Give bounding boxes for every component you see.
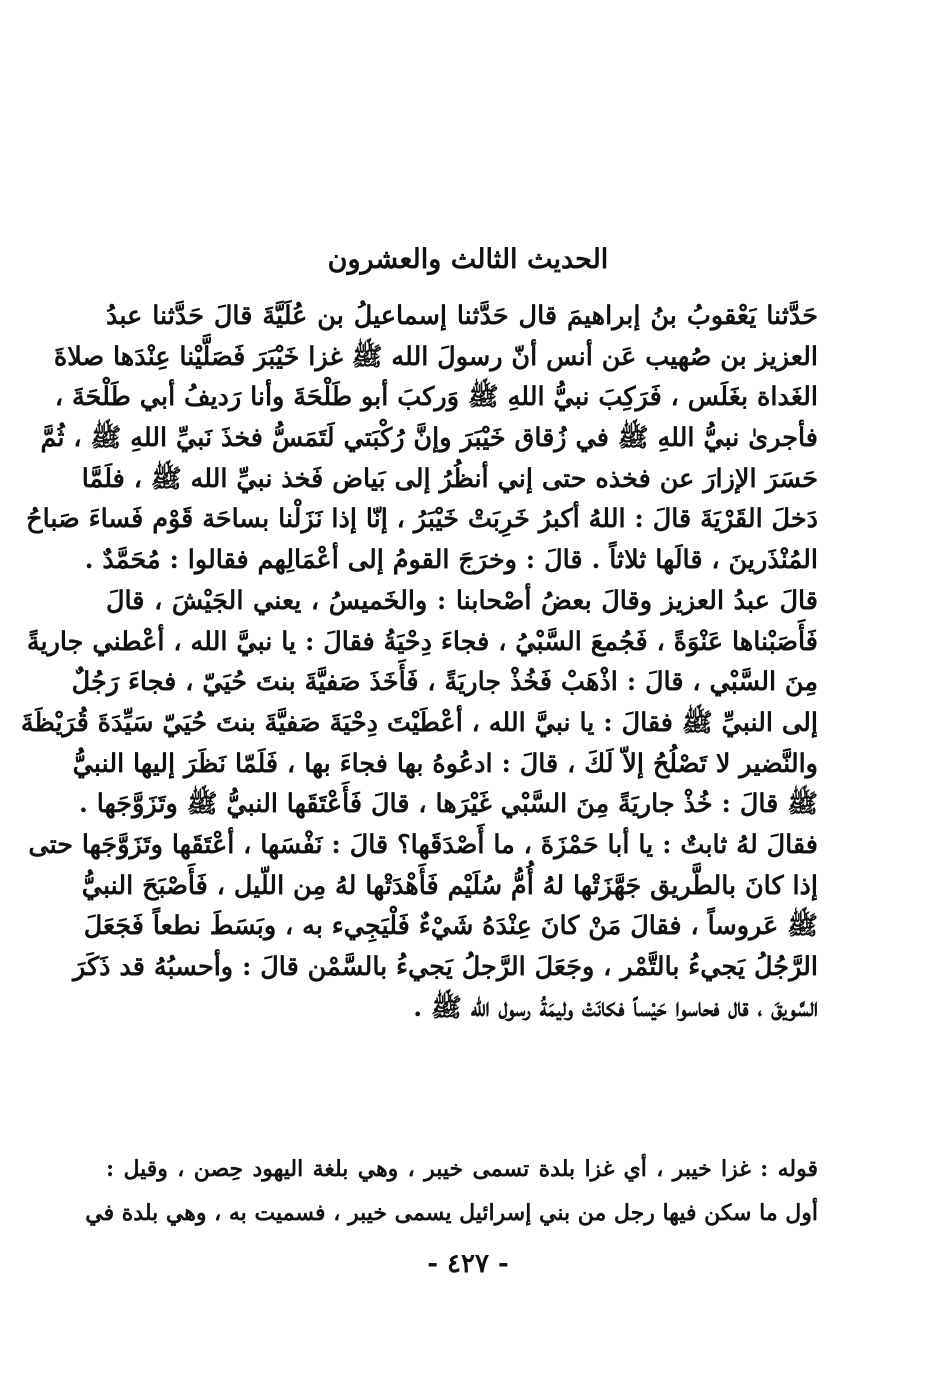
page-number: - ٤٢٧ - xyxy=(427,1249,509,1279)
hadith-line: حَسَرَ الإزارَ عن فخذه حتى إني أنظُرُ إلى بَياض فَخذ نبيِّ الله ﷺ ، فلَمَّا xyxy=(81,463,818,494)
hadith-line: الرَّجُلُ يَجيءُ بالتَّمْر ، وجَعَلَ الرَّجلُ يَجيءُ بالسَّمْن قالَ : وأحسبُهُ قد ذَكَرَ xyxy=(72,952,818,982)
commentary-line: أول ما سكن فيها رجل من بني إسرائيل يسمى خيبر ، فسميت به ، وهي بلدة في xyxy=(85,1200,818,1226)
hadith-line: إذا كانَ بالطَّريق جَهَّزَتْها لهُ أُمُّ سُلَيْم فَأَهْدَتْها لهُ مِن اللّيل ، فَأَصْبَحَ النبيُّ xyxy=(81,870,818,901)
hadith-line: السَّويقَ ، قال فحاسوا حَيْساً فكانَتْ وليمَةُ رسول الله ﷺ . xyxy=(413,992,818,1023)
hadith-line: ﷺ قالَ : خُذْ جاريَةً مِنَ السَّبْي غَيْرَها ، قالَ فَأَعْتَقَها النبيُّ ﷺ وتَزَوَّجَها . xyxy=(79,789,818,820)
hadith-heading: الحديث الثالث والعشرون xyxy=(327,244,609,275)
hadith-line: والنَّضير لا تَصْلُحُ إلاّ لَكَ ، قالَ : ادعُوهُ بها فجاءَ بها ، فَلَمّا نَظَرَ إليها النبيُّ xyxy=(72,748,818,779)
commentary-text xyxy=(85,1147,818,1235)
hadith-line: الغَداة بغَلَس ، فَرَكِبَ نبيُّ اللهِ ﷺ وَركبَ أبو طَلْحَةَ وأنا رَديفُ أبي طَلْحَةَ ، xyxy=(54,382,818,413)
hadith-line: ﷺ عَروساً ، فقالَ مَنْ كانَ عِنْدَهُ شَيْءٌ فَلْيَجِيء به ، وبَسَطَ نطعاً فَجَعَلَ xyxy=(83,911,818,942)
hadith-line: المُنْذَرينَ ، قالَها ثلاثاً . قالَ : وخرَجَ القومُ إلى أعْمَالِهم فقالوا : مُحَمَّدٌ . xyxy=(84,545,818,576)
hadith-line: حَدَّثنا يَعْقوبُ بنُ إبراهيمَ قال حَدَّثنا إسماعيلُ بن عُلَيَّةَ قالَ حَدَّثنا عبدُ xyxy=(106,301,818,331)
hadith-line: قالَ عبدُ العزيز وقالَ بعضُ أصْحابنا : والخَميسُ ، يعني الجَيْشَ ، قالَ xyxy=(106,585,818,616)
commentary-line: قوله : غزا خيبر ، أي غزا بلدة تسمى خيبر ، وهي بلغة اليهود حِصن ، وقيل : xyxy=(106,1156,818,1182)
hadith-line: مِنَ السَّبْي ، قالَ : اذْهَبْ فَخُذْ جاريَةً ، فَأَخَذَ صَفيَّةَ بنتَ حُيَيّ ، فجاءَ رَجُلٌ xyxy=(71,667,818,698)
hadith-line: فَأَصَبْناها عَنْوَةً ، فَجُمعَ السَّبْيُ ، فجاءَ دِحْيَةُ فقالَ : يا نبيَّ الله ، أعْطني جاريةً xyxy=(26,626,818,657)
hadith-line: العزيز بن صُهيب عَن أنس أنّ رسولَ الله ﷺ غزا خَيْبَرَ فَصَلَّيْنا عِنْدَها صلاةَ xyxy=(53,341,818,372)
hadith-line: فأجرىٰ نبيُّ اللهِ ﷺ في زُقاق خَيْبَرَ وإنَّ رُكْبَتي لَتَمَسُّ فخذَ نَبيِّ اللهِ ﷺ ، ثُمَّ xyxy=(40,423,818,454)
hadith-text xyxy=(20,296,818,1028)
hadith-line: فقالَ لهُ ثابتٌ : يا أبا حَمْزَةَ ، ما أَصْدَقَها؟ قالَ : نَفْسَها ، أعْتَقَها وتَزَوَّجَها حتى xyxy=(28,829,818,860)
hadith-line: دَخلَ القَرْيَةَ قالَ : اللهُ أكبرُ خَرِبَتْ خَيْبَرُ ، إنّا إذا نَزَلْنا بساحَة قَوْم فَساءَ صَباحُ xyxy=(26,504,818,535)
hadith-line: إلى النبيِّ ﷺ فقالَ : يا نبيَّ الله ، أعْطَيْتَ دِحْيَةَ صَفيَّةَ بنتَ حُيَيّ سَيِّدَةَ قُرَيْظَةَ xyxy=(20,707,818,738)
